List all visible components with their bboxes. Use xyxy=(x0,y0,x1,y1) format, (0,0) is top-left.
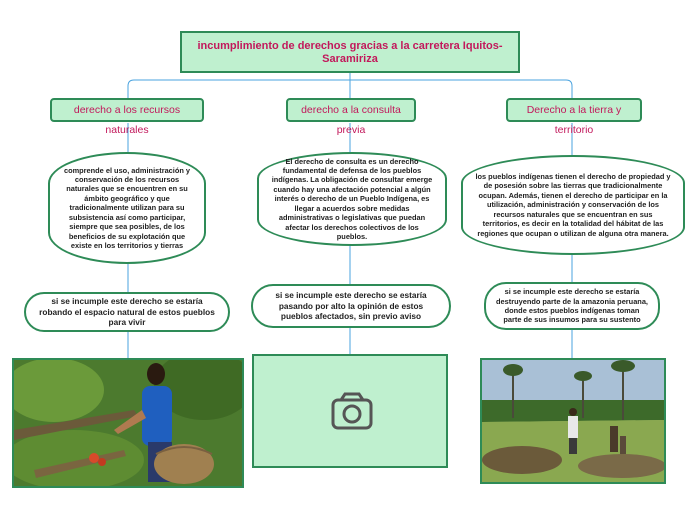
deforested-land-photo xyxy=(480,358,666,484)
branch-header-tierra-territorio: Derecho a la tierra y territorio xyxy=(506,98,642,122)
image-placeholder xyxy=(252,354,448,468)
branch-header-recursos-naturales: derecho a los recursos naturales xyxy=(50,98,204,122)
description-consulta-previa: El derecho de consulta es un derecho fundamental de defensa de los pueblos indígenas. La obligación de consultar emerge cuando hay una afectación potencial a algún interés o derecho de un Pueblo Indígena, es llegar a acuerdos sobre medidas administrativas o legislativas que puedan afectar los derechos colectivos de los pueblos. xyxy=(257,152,447,246)
consequence-consulta-previa: si se incumple este derecho se estaría pasando por alto la opinión de estos pueblos afectados, sin previo aviso xyxy=(251,284,451,328)
description-tierra-territorio: los pueblos indígenas tienen el derecho de propiedad y de posesión sobre las tierras que tradicionalmente ocupan. Además, tienen el derecho de participar en la utilización, administración y conservación de los recursos naturales que se encuentran en sus territorios, es decir en la totalidad del hábitat de las regiones que ocupan o utilizan de alguna otra manera. xyxy=(461,155,685,255)
consequence-tierra-territorio: si se incumple este derecho se estaría destruyendo parte de la amazonia peruana, donde estos pueblos indígenas toman parte de sus insumos para su sustento xyxy=(484,282,660,330)
consequence-recursos-naturales: si se incumple este derecho se estaría robando el espacio natural de estos pueblos para vivir xyxy=(24,292,230,332)
woman-harvesting-fruit-photo xyxy=(12,358,244,488)
branch-header-consulta-previa: derecho a la consulta previa xyxy=(286,98,416,122)
map-title: incumplimiento de derechos gracias a la carretera Iquitos-Saramiriza xyxy=(180,31,520,73)
camera-icon xyxy=(254,356,446,466)
description-recursos-naturales: comprende el uso, administración y conservación de los recursos naturales que se encuentren en su ámbito geográfico y que tradicionalmente utilizan para su subsistencia así como participar, siempre que sea posibles, de los beneficios de su explotación que existe en los territorios y tierras xyxy=(48,152,206,264)
